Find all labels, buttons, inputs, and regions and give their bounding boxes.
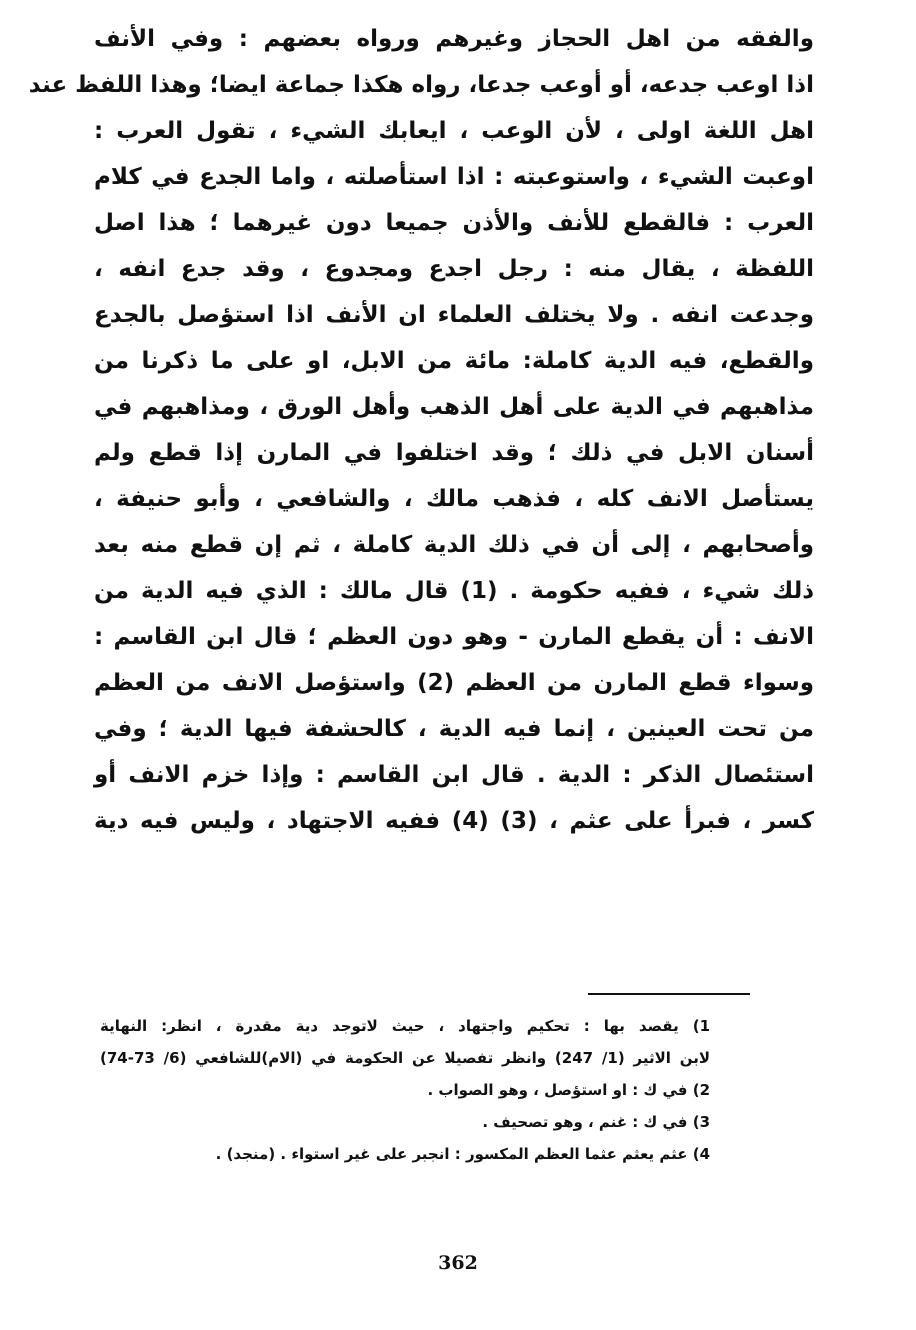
text-line: الانف : أن يقطع المارن - وهو دون العظم ؛ قال ابن القاسم : [94,624,814,650]
text-line: والفقه من اهل الحجاز وغيرهم ورواه بعضهم : وفي الأنف [94,26,814,52]
text-line: وأصحابهم ، إلى أن في ذلك الدية كاملة ، ثم إن قطع منه بعد [94,532,814,558]
text-line: وسواء قطع المارن من العظم (2) واستؤصل الانف من العظم [94,670,814,696]
footnote-3: 3) في ك : غنم ، وهو تصحيف . [482,1113,710,1131]
text-line: اللفظة ، يقال منه : رجل اجدع ومجدوع ، وقد جدع انفه ، [94,256,814,282]
text-line: من تحت العينين ، إنما فيه الدية ، كالحشفة فيها الدية ؛ وفي [94,716,814,742]
text-line: اوعبت الشيء ، واستوعبته : اذا استأصلته ، واما الجدع في كلام [94,164,814,190]
main-text-block [28,16,815,844]
text-line: اهل اللغة اولى ، لأن الوعب ، ايعابك الشيء ، تقول العرب : [94,118,814,144]
text-line: استئصال الذكر : الدية . قال ابن القاسم : وإذا خزم الانف أو [94,762,814,788]
text-line: أسنان الابل في ذلك ؛ وقد اختلفوا في المارن إذا قطع ولم [94,440,814,466]
text-line: والقطع، فيه الدية كاملة: مائة من الابل، او على ما ذكرنا من [94,348,814,374]
text-line: وجدعت انفه . ولا يختلف العلماء ان الأنف اذا استؤصل بالجدع [94,302,814,328]
footnote-1-continued: لابن الاثير (1/ 247) وانظر تفصيلا عن الحكومة في (الام)للشافعي (6/ 73-74) [100,1049,711,1067]
text-line: اذا اوعب جدعه، أو أوعب جدعا، رواه هكذا جماعة ايضا؛ وهذا اللفظ عند [28,72,814,98]
page-number: 362 [438,1252,478,1274]
footnote-1: 1) يقصد بها : تحكيم واجتهاد ، حيث لاتوجد دية مقدرة ، انظر: النهاية [100,1017,710,1035]
footnote-separator [588,993,750,995]
text-line: مذاهبهم في الدية على أهل الذهب وأهل الورق ، ومذاهبهم في [94,394,814,420]
text-line: العرب : فالقطع للأنف والأذن جميعا دون غيرهما ؛ هذا اصل [94,210,814,236]
text-line: كسر ، فبرأ على عثم ، (3) (4) ففيه الاجتهاد ، وليس فيه دية [94,808,815,834]
text-line: ذلك شيء ، ففيه حكومة . (1) قال مالك : الذي فيه الدية من [94,578,815,604]
footnotes-block [100,1010,710,1170]
footnote-2: 2) في ك : او استؤصل ، وهو الصواب . [427,1081,710,1099]
text-line: يستأصل الانف كله ، فذهب مالك ، والشافعي ، وأبو حنيفة ، [94,486,814,512]
footnote-4: 4) عثم يعثم عثما العظم المكسور : انجبر على غير استواء . (منجد) . [215,1145,710,1163]
